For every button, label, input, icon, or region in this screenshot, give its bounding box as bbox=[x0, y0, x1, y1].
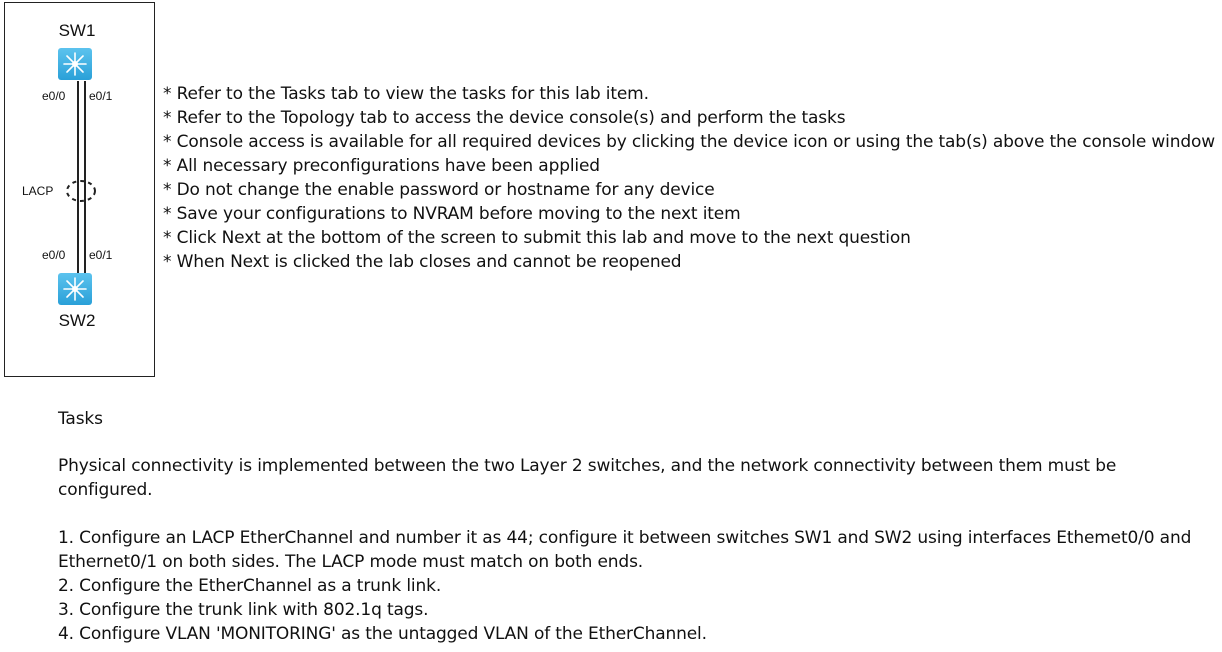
tasks-intro: Physical connectivity is implemented between the two Layer 2 switches, and the network connectivity between them must be configured. bbox=[58, 456, 1117, 500]
tasks-section bbox=[58, 407, 1208, 646]
lab-instructions bbox=[163, 82, 1218, 274]
task-item: 3. Configure the trunk link with 802.1q tags. bbox=[58, 600, 429, 620]
task-item: 4. Configure VLAN 'MONITORING' as the untagged VLAN of the EtherChannel. bbox=[58, 624, 707, 644]
topology-diagram bbox=[4, 2, 155, 377]
sw1-port-e0-1: e0/1 bbox=[89, 89, 113, 103]
sw2-port-e0-1: e0/1 bbox=[89, 248, 113, 262]
task-item: 1. Configure an LACP EtherChannel and number it as 44; configure it between switches SW1 and SW2 using interfaces Ethemet0/0 and Ethernet0/1 on both sides. The LACP mode must match on both ends. bbox=[58, 528, 1192, 572]
sw1-label: SW1 bbox=[58, 21, 96, 40]
switch-icon[interactable] bbox=[58, 273, 92, 305]
instruction-line: * Console access is available for all required devices by clicking the device icon or using the tab(s) above the console window bbox=[163, 132, 1215, 152]
lacp-bundle-icon bbox=[63, 177, 99, 205]
sw2-label: SW2 bbox=[58, 311, 96, 330]
tasks-heading: Tasks bbox=[58, 409, 103, 429]
instruction-line: * Do not change the enable password or hostname for any device bbox=[163, 180, 715, 200]
task-item: 2. Configure the EtherChannel as a trunk link. bbox=[58, 576, 442, 596]
instruction-line: * Click Next at the bottom of the screen to submit this lab and move to the next question bbox=[163, 228, 911, 248]
instruction-line: * When Next is clicked the lab closes and cannot be reopened bbox=[163, 252, 682, 272]
instruction-line: * Refer to the Topology tab to access the device console(s) and perform the tasks bbox=[163, 108, 846, 128]
switch-icon[interactable] bbox=[58, 48, 92, 80]
instruction-line: * Refer to the Tasks tab to view the tasks for this lab item. bbox=[163, 84, 649, 104]
sw1-port-e0-0: e0/0 bbox=[42, 89, 66, 103]
instruction-line: * All necessary preconfigurations have been applied bbox=[163, 156, 600, 176]
sw2-port-e0-0: e0/0 bbox=[42, 248, 66, 262]
task-list bbox=[58, 526, 1208, 646]
instruction-line: * Save your configurations to NVRAM before moving to the next item bbox=[163, 204, 741, 224]
lacp-label: LACP bbox=[22, 184, 54, 198]
